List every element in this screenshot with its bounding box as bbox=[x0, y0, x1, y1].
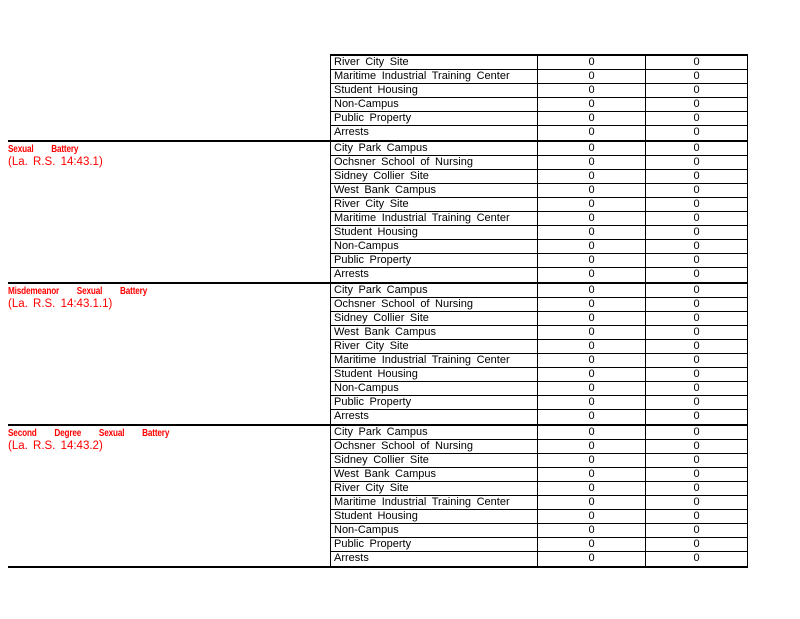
value-cell-year2: 0 bbox=[646, 440, 748, 453]
table-row bbox=[331, 552, 748, 566]
location-cell: River City Site bbox=[331, 198, 538, 211]
table-row bbox=[331, 524, 748, 538]
location-cell: Arrests bbox=[331, 126, 538, 140]
location-cell: City Park Campus bbox=[331, 426, 538, 439]
offense-label-cell bbox=[8, 54, 330, 140]
offense-label-cell bbox=[8, 142, 330, 282]
table-row bbox=[331, 340, 748, 354]
value-cell-year2: 0 bbox=[646, 552, 748, 566]
value-cell-year1: 0 bbox=[538, 538, 646, 551]
value-cell-year1: 0 bbox=[538, 56, 646, 69]
value-cell-year1: 0 bbox=[538, 510, 646, 523]
table-row bbox=[331, 70, 748, 84]
table-row bbox=[331, 440, 748, 454]
crime-statistics-table bbox=[8, 54, 748, 568]
offense-title: Misdemeanor Sexual Battery bbox=[8, 285, 148, 297]
location-cell: City Park Campus bbox=[331, 142, 538, 155]
table-row bbox=[331, 112, 748, 126]
value-cell-year1: 0 bbox=[538, 396, 646, 409]
location-cell: Student Housing bbox=[331, 368, 538, 381]
value-cell-year2: 0 bbox=[646, 454, 748, 467]
value-cell-year2: 0 bbox=[646, 354, 748, 367]
value-cell-year1: 0 bbox=[538, 382, 646, 395]
value-cell-year2: 0 bbox=[646, 298, 748, 311]
table-row bbox=[331, 410, 748, 424]
value-cell-year1: 0 bbox=[538, 354, 646, 367]
value-cell-year2: 0 bbox=[646, 112, 748, 125]
value-cell-year1: 0 bbox=[538, 454, 646, 467]
value-cell-year2: 0 bbox=[646, 396, 748, 409]
table-row bbox=[331, 454, 748, 468]
value-cell-year2: 0 bbox=[646, 142, 748, 155]
value-cell-year2: 0 bbox=[646, 56, 748, 69]
location-cell: Sidney Collier Site bbox=[331, 170, 538, 183]
value-cell-year1: 0 bbox=[538, 198, 646, 211]
location-cell: Non-Campus bbox=[331, 98, 538, 111]
value-cell-year1: 0 bbox=[538, 98, 646, 111]
table-row bbox=[331, 510, 748, 524]
offense-title: Second Degree Sexual Battery bbox=[8, 427, 170, 439]
section-rows bbox=[330, 284, 748, 424]
location-cell: River City Site bbox=[331, 340, 538, 353]
table-row bbox=[331, 254, 748, 268]
location-cell: City Park Campus bbox=[331, 284, 538, 297]
table-row bbox=[331, 496, 748, 510]
value-cell-year1: 0 bbox=[538, 254, 646, 267]
table-row bbox=[331, 56, 748, 70]
value-cell-year1: 0 bbox=[538, 468, 646, 481]
value-cell-year2: 0 bbox=[646, 326, 748, 339]
value-cell-year2: 0 bbox=[646, 312, 748, 325]
table-row bbox=[331, 298, 748, 312]
table-row bbox=[331, 184, 748, 198]
location-cell: Maritime Industrial Training Center bbox=[331, 496, 538, 509]
location-cell: Student Housing bbox=[331, 510, 538, 523]
offense-statute: (La. R.S. 14:43.1) bbox=[8, 156, 103, 168]
location-cell: Student Housing bbox=[331, 226, 538, 239]
value-cell-year1: 0 bbox=[538, 496, 646, 509]
value-cell-year2: 0 bbox=[646, 198, 748, 211]
table-row bbox=[331, 240, 748, 254]
table-row bbox=[331, 468, 748, 482]
table-row bbox=[331, 426, 748, 440]
offense-title: Sexual Battery bbox=[8, 143, 79, 155]
table-row bbox=[331, 538, 748, 552]
location-cell: West Bank Campus bbox=[331, 184, 538, 197]
location-cell: Ochsner School of Nursing bbox=[331, 440, 538, 453]
location-cell: Maritime Industrial Training Center bbox=[331, 212, 538, 225]
table-row bbox=[331, 368, 748, 382]
value-cell-year1: 0 bbox=[538, 184, 646, 197]
value-cell-year2: 0 bbox=[646, 368, 748, 381]
table-row bbox=[331, 268, 748, 282]
location-cell: Public Property bbox=[331, 396, 538, 409]
table-row bbox=[331, 84, 748, 98]
value-cell-year2: 0 bbox=[646, 268, 748, 282]
value-cell-year2: 0 bbox=[646, 212, 748, 225]
section-rows bbox=[330, 426, 748, 566]
offense-section bbox=[8, 284, 748, 426]
offense-statute: (La. R.S. 14:43.2) bbox=[8, 440, 103, 452]
location-cell: Public Property bbox=[331, 254, 538, 267]
value-cell-year1: 0 bbox=[538, 482, 646, 495]
location-cell: Public Property bbox=[331, 538, 538, 551]
table-row bbox=[331, 396, 748, 410]
location-cell: Sidney Collier Site bbox=[331, 454, 538, 467]
value-cell-year1: 0 bbox=[538, 284, 646, 297]
offense-section bbox=[8, 54, 748, 142]
value-cell-year1: 0 bbox=[538, 326, 646, 339]
value-cell-year1: 0 bbox=[538, 170, 646, 183]
value-cell-year1: 0 bbox=[538, 112, 646, 125]
value-cell-year2: 0 bbox=[646, 496, 748, 509]
value-cell-year2: 0 bbox=[646, 382, 748, 395]
location-cell: Sidney Collier Site bbox=[331, 312, 538, 325]
location-cell: Ochsner School of Nursing bbox=[331, 298, 538, 311]
value-cell-year1: 0 bbox=[538, 226, 646, 239]
value-cell-year2: 0 bbox=[646, 126, 748, 140]
location-cell: River City Site bbox=[331, 56, 538, 69]
value-cell-year2: 0 bbox=[646, 510, 748, 523]
table-row bbox=[331, 284, 748, 298]
location-cell: Maritime Industrial Training Center bbox=[331, 354, 538, 367]
value-cell-year2: 0 bbox=[646, 410, 748, 424]
value-cell-year2: 0 bbox=[646, 340, 748, 353]
value-cell-year1: 0 bbox=[538, 552, 646, 566]
value-cell-year1: 0 bbox=[538, 312, 646, 325]
value-cell-year2: 0 bbox=[646, 156, 748, 169]
value-cell-year2: 0 bbox=[646, 184, 748, 197]
value-cell-year1: 0 bbox=[538, 212, 646, 225]
value-cell-year1: 0 bbox=[538, 142, 646, 155]
value-cell-year2: 0 bbox=[646, 240, 748, 253]
value-cell-year2: 0 bbox=[646, 170, 748, 183]
offense-statute: (La. R.S. 14:43.1.1) bbox=[8, 298, 113, 310]
value-cell-year2: 0 bbox=[646, 98, 748, 111]
value-cell-year2: 0 bbox=[646, 482, 748, 495]
table-row bbox=[331, 170, 748, 184]
table-row bbox=[331, 142, 748, 156]
location-cell: Arrests bbox=[331, 268, 538, 282]
location-cell: Non-Campus bbox=[331, 382, 538, 395]
value-cell-year1: 0 bbox=[538, 368, 646, 381]
table-row bbox=[331, 326, 748, 340]
offense-label-cell bbox=[8, 284, 330, 424]
value-cell-year1: 0 bbox=[538, 84, 646, 97]
location-cell: Arrests bbox=[331, 552, 538, 566]
location-cell: West Bank Campus bbox=[331, 468, 538, 481]
value-cell-year2: 0 bbox=[646, 538, 748, 551]
value-cell-year2: 0 bbox=[646, 284, 748, 297]
location-cell: Arrests bbox=[331, 410, 538, 424]
location-cell: Public Property bbox=[331, 112, 538, 125]
value-cell-year1: 0 bbox=[538, 410, 646, 424]
value-cell-year2: 0 bbox=[646, 226, 748, 239]
value-cell-year1: 0 bbox=[538, 240, 646, 253]
value-cell-year2: 0 bbox=[646, 254, 748, 267]
table-row bbox=[331, 126, 748, 140]
table-row bbox=[331, 212, 748, 226]
location-cell: River City Site bbox=[331, 482, 538, 495]
value-cell-year2: 0 bbox=[646, 426, 748, 439]
offense-section bbox=[8, 426, 748, 568]
value-cell-year1: 0 bbox=[538, 126, 646, 140]
value-cell-year1: 0 bbox=[538, 268, 646, 282]
location-cell: West Bank Campus bbox=[331, 326, 538, 339]
location-cell: Non-Campus bbox=[331, 524, 538, 537]
value-cell-year1: 0 bbox=[538, 524, 646, 537]
location-cell: Ochsner School of Nursing bbox=[331, 156, 538, 169]
table-row bbox=[331, 98, 748, 112]
location-cell: Non-Campus bbox=[331, 240, 538, 253]
table-row bbox=[331, 312, 748, 326]
value-cell-year1: 0 bbox=[538, 426, 646, 439]
value-cell-year2: 0 bbox=[646, 70, 748, 83]
value-cell-year1: 0 bbox=[538, 440, 646, 453]
value-cell-year2: 0 bbox=[646, 524, 748, 537]
value-cell-year1: 0 bbox=[538, 156, 646, 169]
section-rows bbox=[330, 54, 748, 140]
section-rows bbox=[330, 142, 748, 282]
table-row bbox=[331, 354, 748, 368]
value-cell-year2: 0 bbox=[646, 84, 748, 97]
table-row bbox=[331, 156, 748, 170]
value-cell-year1: 0 bbox=[538, 70, 646, 83]
value-cell-year2: 0 bbox=[646, 468, 748, 481]
value-cell-year1: 0 bbox=[538, 340, 646, 353]
table-row bbox=[331, 382, 748, 396]
table-row bbox=[331, 226, 748, 240]
location-cell: Maritime Industrial Training Center bbox=[331, 70, 538, 83]
table-row bbox=[331, 198, 748, 212]
offense-section bbox=[8, 142, 748, 284]
table-row bbox=[331, 482, 748, 496]
value-cell-year1: 0 bbox=[538, 298, 646, 311]
offense-label-cell bbox=[8, 426, 330, 566]
location-cell: Student Housing bbox=[331, 84, 538, 97]
